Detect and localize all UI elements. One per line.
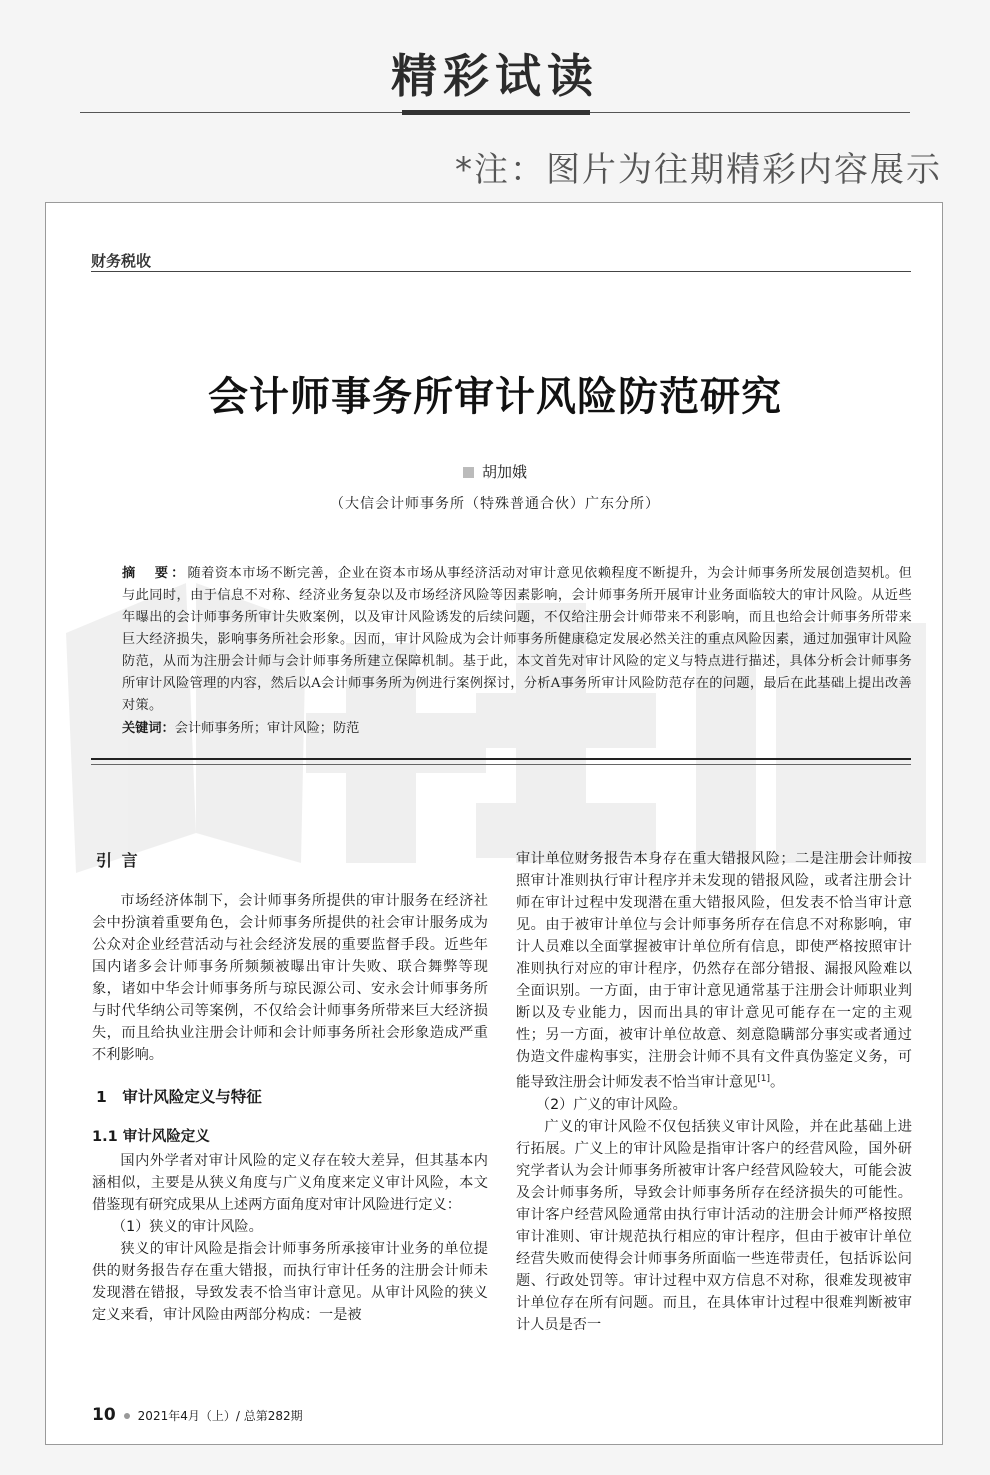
affiliation: （大信会计师事务所（特殊普通合伙）广东分所） [330,496,660,512]
keywords-label: 关键词： [122,721,175,736]
banner-note: *注：图片为往期精彩内容展示 [455,150,942,190]
narrow-risk-continued [516,848,912,1094]
keywords-text: 会计师事务所；审计风险；防范 [174,721,360,736]
abstract [122,563,912,717]
citation-ref: [1] [757,1074,770,1084]
broad-risk-paragraph: 广义的审计风险不仅包括狭义审计风险，并在此基础上进行拓展。广义上的审计风险是指审计客户的经营风险，国外研究学者认为会计师事务所被审计客户经营风险较大，可能会波及会计师事务所，导致会计师事务所存在经济损失的可能性。审计客户经营风险通常由执行审计活动的注册会计师严格按照审计准则、审计规范执行相应的审计程序，但由于被审计单位经营失败而使得会计师事务所面临一些连带责任，包括诉讼问题、行政处罚等。审计过程中双方信息不对称，很难发现被审计单位存在所有问题。而且，在具体审计过程中很难判断被审计人员是否一 [516,1118,912,1333]
narrow-risk-label: （1）狭义的审计风险。 [111,1219,263,1235]
section-1-heading: 1 审计风险定义与特征 [96,1088,262,1106]
broad-risk-label: （2）广义的审计风险。 [535,1096,687,1113]
narrow-risk-continued-text: 审计单位财务报告本身存在重大错报风险；二是注册会计师按照审计准则执行审计程序并未发现的错报风险，或者注册会计师在审计过程中发现潜在重大错报风险，但发表不恰当审计意见。由于被审计单位与会计师事务所存在信息不对称影响，审计人员难以全面掌握被审计单位所有信息，即使严格按照审计准则执行对应的审计程序，仍然存在部分错报、漏报风险难以全面识别。一方面，由于审计意见通常基于注册会计师职业判断以及专业能力，因而出具的审计意见可能存在一定的主观性；另一方面，被审计单位故意、刻意隐瞒部分事实或者通过伪造文件虚构事实，注册会计师不具有文件真伪鉴定义务，可能导致注册会计师发表不恰当审计意见 [516,851,912,1091]
section-1-1-paragraph: 国内外学者对审计风险的定义存在较大差异，但其基本内涵相似，主要是从狭义角度与广义角度来定义审计风险，本文借鉴现有研究成果从上述两方面角度对审计风险进行定义： [92,1153,488,1213]
author-mark [463,467,474,478]
section-rule [91,271,911,272]
intro-paragraph: 市场经济体制下，会计师事务所提供的审计服务在经济社会中扮演着重要角色，会计师事务所提供的社会审计服务成为公众对企业经营活动与社会经济发展的重要监督手段。近些年国内诸多会计师事务所频频被曝出审计失败、联合舞弊等现象，诸如中华会计师事务所与琼民源公司、安永会计师事务所与时代华纳公司等案例，不仅给会计师事务所带来巨大经济损失，而且给执业注册会计师和会计师事务所社会形象造成严重不利影响。 [92,893,488,1063]
left-column [92,848,488,1326]
banner-rule-accent [402,110,590,115]
section-tag: 财务税收 [91,252,152,270]
right-column [516,848,912,1336]
keywords [122,717,912,736]
footer-dot [124,1413,130,1419]
author-name: 胡加娥 [481,463,527,481]
narrow-risk-end: 。 [769,1074,785,1091]
abstract-text: 随着资本市场不断完善，企业在资本市场从事经济活动对审计意见依赖程度不断提升，为会计师事务所发展创造契机。但与此同时，由于信息不对称、经济业务复杂以及市场经济风险等因素影响，会计师事务所开展审计业务面临较大的审计风险。从近些年曝出的会计师事务所审计失败案例，以及审计风险诱发的后续问题，不仅给注册会计师带来不利影响，而且也给会计师事务所带来巨大经济损失，影响事务所社会形象。因而，审计风险成为会计师事务所健康稳定发展必然关注的重点风险因素，通过加强审计风险防范，从而为注册会计师与会计师事务所建立保障机制。基于此，本文首先对审计风险的定义与特点进行描述，具体分析会计师事务所审计风险管理的内容，然后以A会计师事务所为例进行案例探讨，分析A事务所审计风险防范存在的问题，最后在此基础上提出改善对策。 [122,566,912,713]
narrow-risk-paragraph: 狭义的审计风险是指会计师事务所承接审计业务的单位提供的财务报告存在重大错报，而执行审计任务的注册会计师未发现潜在错报，导致发表不恰当审计意见。从审计风险的狭义定义来看，审计风险由两部分构成：一是被 [92,1241,488,1323]
page-footer [92,1405,303,1425]
intro-heading: 引 言 [96,851,140,870]
issue-info: 2021年4月（上）/ 总第282期 [137,1409,303,1423]
author-line [46,461,943,482]
banner-title: 精彩试读 [391,49,599,103]
section-1-1-heading: 1.1 审计风险定义 [92,1129,210,1145]
abstract-label: 摘 要： [122,566,188,581]
abstract-divider-thin [91,764,911,765]
page-number: 10 [92,1405,116,1425]
abstract-divider [91,758,911,760]
article-page [45,202,943,1445]
article-title: 会计师事务所审计风险防范研究 [208,373,782,420]
